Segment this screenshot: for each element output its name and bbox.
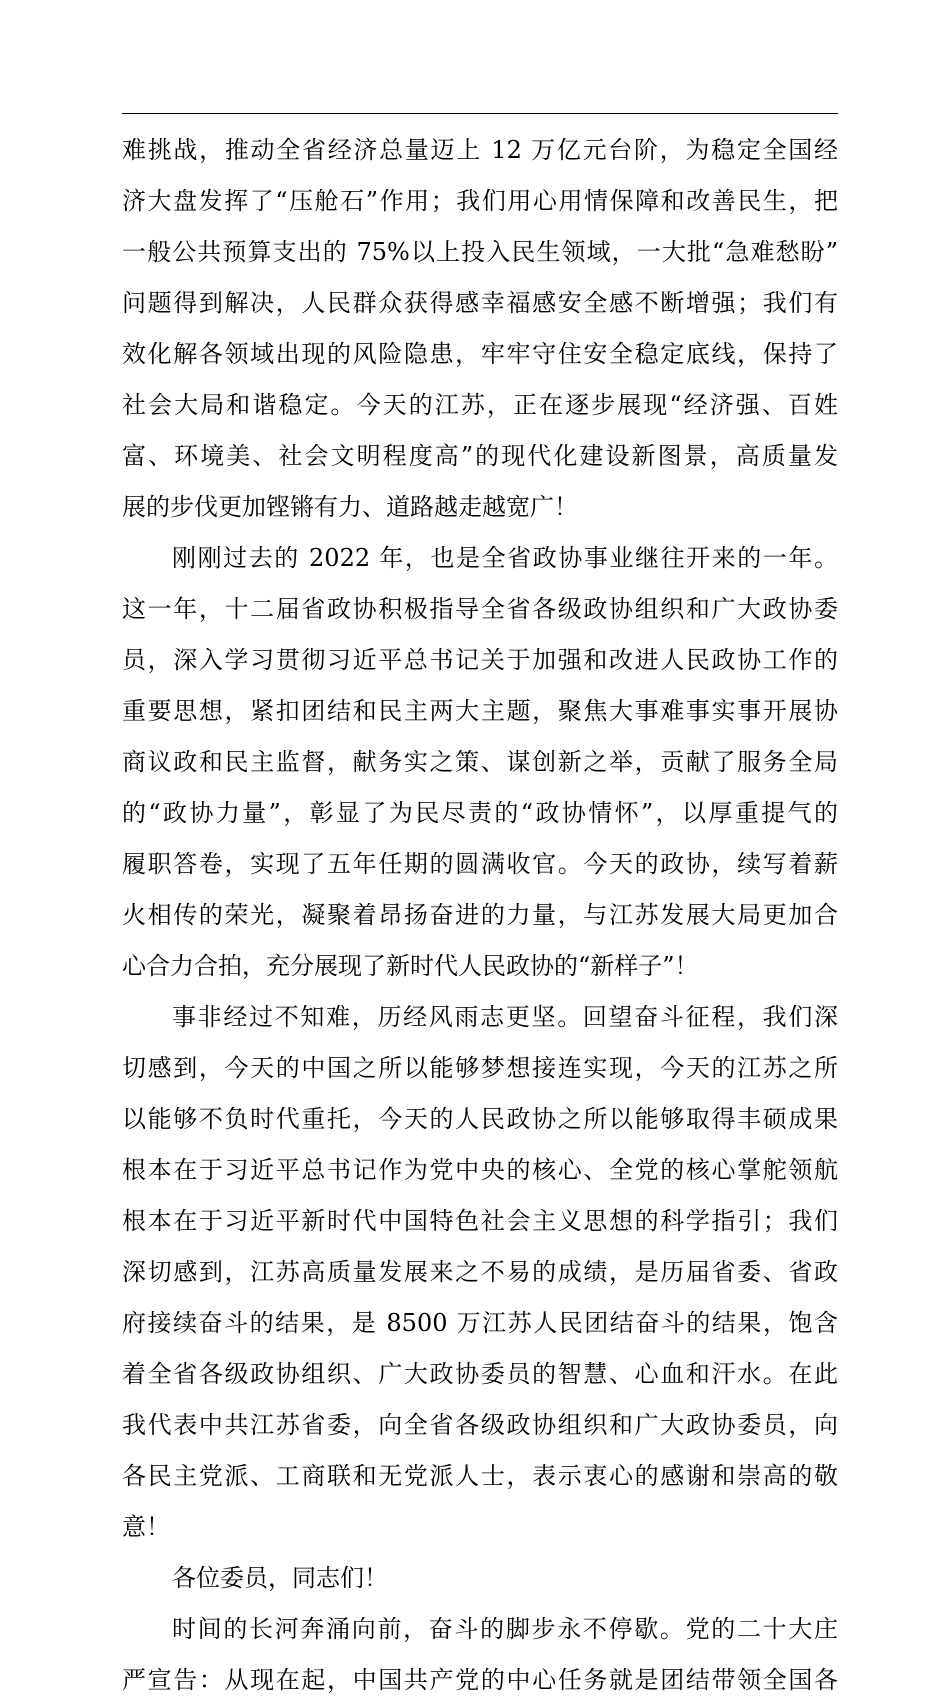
text-line: 商议政和民主监督，献务实之策、谋创新之举，贡献了服务全局 [122, 748, 838, 776]
text-line: 意！ [122, 1513, 170, 1541]
paragraph-2 [122, 533, 838, 992]
text-line: 以能够不负时代重托，今天的人民政协之所以能够取得丰硕成果 [122, 1105, 838, 1133]
text-line: 富、环境美、社会文明程度高”的现代化建设新图景，高质量发 [122, 442, 838, 470]
text-line: 效化解各领域出现的风险隐患，牢牢守住安全稳定底线，保持了 [122, 340, 838, 368]
text-line: 员，深入学习贯彻习近平总书记关于加强和改进人民政协工作的 [122, 646, 838, 674]
text-line: 心合力合拍，充分展现了新时代人民政协的“新样子”！ [122, 952, 699, 980]
text-line: 深切感到，江苏高质量发展来之不易的成绩，是历届省委、省政 [122, 1258, 838, 1286]
text-line: 事非经过不知难，历经风雨志更坚。回望奋斗征程，我们深 [172, 1003, 838, 1031]
text-line: 履职答卷，实现了五年任期的圆满收官。今天的政协，续写着薪 [122, 850, 838, 878]
paragraph-3 [122, 992, 838, 1553]
text-line: 社会大局和谐稳定。今天的江苏，正在逐步展现“经济强、百姓 [122, 391, 838, 419]
header-rule [122, 113, 838, 114]
text-line: 我代表中共江苏省委，向全省各级政协组织和广大政协委员，向 [122, 1411, 838, 1439]
text-line: 火相传的荣光，凝聚着昂扬奋进的力量，与江苏发展大局更加合 [122, 901, 838, 929]
text-line: 展的步伐更加铿锵有力、道路越走越宽广！ [122, 493, 578, 521]
paragraph-5 [122, 1604, 838, 1706]
text-line: 着全省各级政协组织、广大政协委员的智慧、心血和汗水。在此 [122, 1360, 838, 1388]
text-line: 根本在于习近平新时代中国特色社会主义思想的科学指引；我们 [122, 1207, 838, 1235]
text-line: 根本在于习近平总书记作为党中央的核心、全党的核心掌舵领航 [122, 1156, 838, 1184]
text-line: 重要思想，紧扣团结和民主两大主题，聚焦大事难事实事开展协 [122, 697, 838, 725]
text-line: 刚刚过去的 2022 年，也是全省政协事业继往开来的一年。 [172, 544, 838, 572]
paragraph-4 [122, 1553, 838, 1604]
text-line: 难挑战，推动全省经济总量迈上 12 万亿元台阶，为稳定全国经 [122, 136, 838, 164]
text-line: 严宣告：从现在起，中国共产党的中心任务就是团结带领全国各 [122, 1666, 838, 1694]
body-text [122, 125, 838, 1706]
text-line: 一般公共预算支出的 75%以上投入民生领域，一大批“急难愁盼” [122, 238, 838, 266]
text-line: 济大盘发挥了“压舱石”作用；我们用心用情保障和改善民生，把 [122, 187, 838, 215]
paragraph-1 [122, 125, 838, 533]
text-line: 的“政协力量”，彰显了为民尽责的“政协情怀”，以厚重提气的 [122, 799, 838, 827]
text-line: 这一年，十二届省政协积极指导全省各级政协组织和广大政协委 [122, 595, 838, 623]
text-line: 时间的长河奔涌向前，奋斗的脚步永不停歇。党的二十大庄 [172, 1615, 838, 1643]
text-line: 切感到，今天的中国之所以能够梦想接连实现，今天的江苏之所 [122, 1054, 838, 1082]
text-line: 问题得到解决，人民群众获得感幸福感安全感不断增强；我们有 [122, 289, 838, 317]
text-line: 府接续奋斗的结果，是 8500 万江苏人民团结奋斗的结果，饱含 [122, 1309, 838, 1337]
text-line: 各民主党派、工商联和无党派人士，表示衷心的感谢和崇高的敬 [122, 1462, 838, 1490]
text-line: 各位委员，同志们！ [172, 1564, 388, 1592]
